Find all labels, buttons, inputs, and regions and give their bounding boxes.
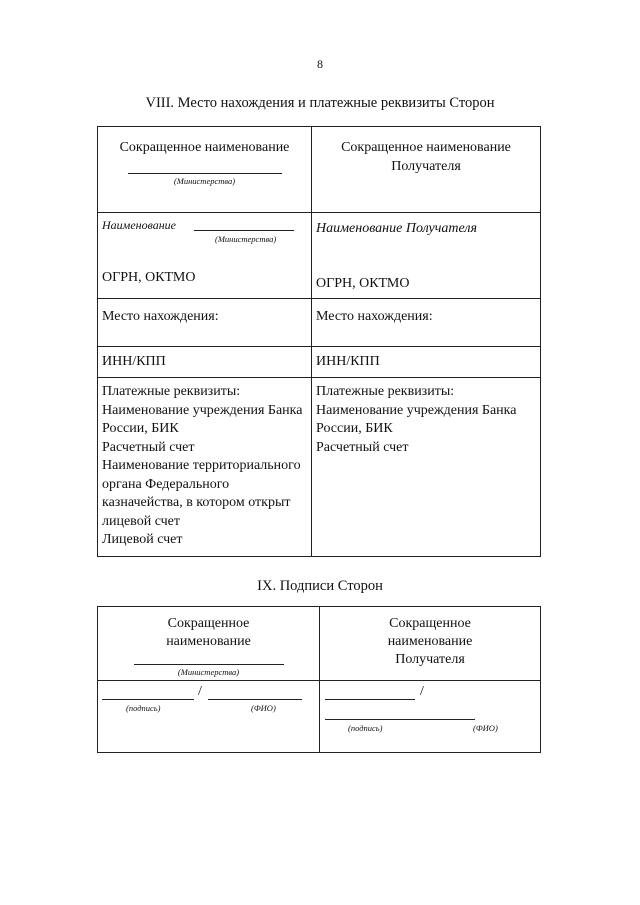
requisites-row-location [98,299,541,347]
ministry-name-caption: (Министерства) [215,234,277,244]
ministry-signature-cell [98,681,320,753]
ministry-name-line [128,173,282,174]
recipient-signature-cell [320,681,541,753]
recipient-signature-caption: (подпись) [348,723,383,733]
ministry-payment-line: России, БИК [102,421,179,436]
recipient-short-name-label-2: Получателя [391,159,461,174]
section-8-heading: VIII. Место нахождения и платежные реквизиты Сторон [145,95,495,111]
recipient-short-name-label-1: Сокращенное наименование [341,140,511,155]
ministry-payment-line: лицевой счет [102,513,180,529]
recipient-sig-name-line-2: наименование [387,634,473,649]
ministry-payment-line: органа Федерального [102,476,230,492]
requisites-row-short-name [98,127,541,213]
signatures-row-signatures [98,681,541,753]
recipient-inn-label: ИНН/КПП [316,354,380,369]
recipient-payment-line: Платежные реквизиты: [316,384,455,399]
recipient-sig-name-line-1: Сокращенное [389,616,471,631]
ministry-inn-label: ИНН/КПП [102,354,166,369]
ministry-signature-name-cell [98,607,320,681]
ministry-sig-name-line-2: наименование [166,634,251,649]
recipient-name-label: Наименование Получателя [316,221,478,236]
recipient-inn-cell [312,347,541,378]
ministry-short-name-cell [98,127,312,213]
ministry-payment-line: Расчетный счет [102,439,195,455]
recipient-payment-line: России, БИК [316,421,393,436]
requisites-row-name [98,213,541,299]
recipient-location-cell [312,299,541,347]
recipient-payment-details [312,378,540,457]
ministry-sig-name-fill-line [134,664,284,665]
recipient-payment-cell [312,378,541,557]
recipient-name-cell [312,213,541,299]
ministry-name-fill-line [194,230,294,231]
recipient-signature-slash: / [420,684,424,699]
recipient-fio-caption: (ФИО) [473,723,498,733]
page-number: 8 [317,57,323,71]
recipient-sig-name-line-3: Получателя [395,652,465,667]
ministry-payment-details [98,378,311,550]
ministry-payment-line: казначейства, в котором открыт [102,495,291,510]
ministry-sig-name-line-1: Сокращенное [167,616,250,631]
ministry-payment-line: Наименование территориального [102,458,301,473]
recipient-signature-line [325,699,415,700]
recipient-location-label: Место нахождения: [316,309,433,324]
requisites-row-inn [98,347,541,378]
recipient-signature-name-cell [320,607,541,681]
recipient-ogrn-label: ОГРН, ОКТМО [316,276,410,291]
requisites-row-payment [98,378,541,557]
ministry-payment-cell [98,378,312,557]
ministry-fio-caption: (ФИО) [251,703,276,713]
signatures-row-names [98,607,541,681]
ministry-inn-cell [98,347,312,378]
ministry-location-cell [98,299,312,347]
ministry-name-cell [98,213,312,299]
recipient-payment-line: Расчетный счет [316,439,409,455]
ministry-name-label: Наименование [102,218,177,232]
ministry-ogrn-label: ОГРН, ОКТМО [102,270,196,285]
ministry-payment-line: Лицевой счет [102,532,183,547]
section-9-heading: IX. Подписи Сторон [257,578,383,594]
ministry-fio-line [208,699,302,700]
ministry-payment-line: Платежные реквизиты: [102,384,241,399]
recipient-fio-line [325,719,475,720]
recipient-payment-line: Наименование учреждения Банка [316,402,517,418]
ministry-signature-caption: (подпись) [126,703,161,713]
ministry-signature-slash: / [198,684,202,699]
recipient-short-name-cell [312,127,541,213]
signatures-table [97,606,541,753]
ministry-sig-caption: (Министерства) [177,667,240,677]
ministry-caption: (Министерства) [173,176,236,186]
ministry-payment-line: Наименование учреждения Банка [102,402,303,418]
ministry-location-label: Место нахождения: [102,309,219,324]
ministry-signature-line [102,699,194,700]
ministry-short-name-label: Сокращенное наименование [119,140,290,155]
requisites-table [97,126,541,557]
